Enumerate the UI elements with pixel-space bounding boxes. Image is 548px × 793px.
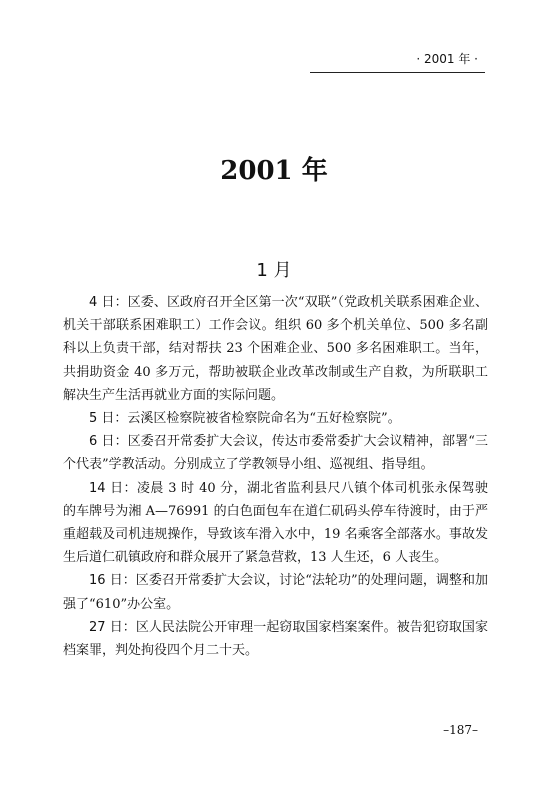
entry-date: 14 日：	[89, 480, 137, 496]
entry-text: 凌晨 3 时 40 分，湖北省监利县尺八镇个体司机张永保驾驶的车牌号为湘 A—76991 的白色面包车在道仁矶码头停车待渡时，由于严重超载及司机违规操作，导致该车滑入水中，19 名乘客全部落水。事故发生后道仁矶镇政府和群众展开了紧急营救，13 人生还，6 人丧生。	[63, 480, 488, 566]
entry-jan-27	[63, 616, 488, 662]
header-rule	[310, 72, 485, 73]
entry-date: 27 日：	[89, 619, 136, 635]
entry-jan-6	[63, 430, 488, 476]
entry-date: 16 日：	[89, 573, 136, 589]
chronicle-entries	[63, 291, 488, 662]
entry-text: 区委召开常委扩大会议，讨论“法轮功”的处理问题，调整和加强了“610”办公室。	[63, 573, 488, 612]
entry-text: 云溪区检察院被省检察院命名为“五好检察院”。	[127, 411, 401, 427]
month-title: 1 月	[256, 260, 292, 281]
entry-jan-5	[63, 407, 488, 430]
running-head: · 2001 年 ·	[416, 52, 478, 66]
page-number: –187–	[443, 723, 478, 737]
entry-date: 6 日：	[89, 434, 128, 450]
entry-jan-16	[63, 569, 488, 615]
entry-text: 区委召开常委扩大会议，传达市委常委扩大会议精神，部署“三个代表”学教活动。分别成立了学教领导小组、巡视组、指导组。	[63, 434, 488, 473]
entry-text: 区委、区政府召开全区第一次“双联”（党政机关联系困难企业、机关干部联系困难职工）工作会议。组织 60 多个机关单位、500 多名副科以上负责干部，结对帮扶 23 个困难企业、500 多名困难职工。当年，共捐助资金 40 多万元，帮助被联企业改革改制或生产自救，为所联职工解决生产生活再就业方面的实际问题。	[63, 295, 489, 403]
entry-date: 5 日：	[89, 411, 128, 427]
entry-jan-14	[63, 477, 488, 570]
year-title: 2001 年	[220, 156, 328, 186]
entry-text: 区人民法院公开审理一起窃取国家档案案件。被告犯窃取国家档案罪，判处拘役四个月二十天。	[63, 619, 488, 659]
entry-date: 4 日：	[89, 295, 128, 310]
entry-jan-4	[63, 291, 488, 407]
